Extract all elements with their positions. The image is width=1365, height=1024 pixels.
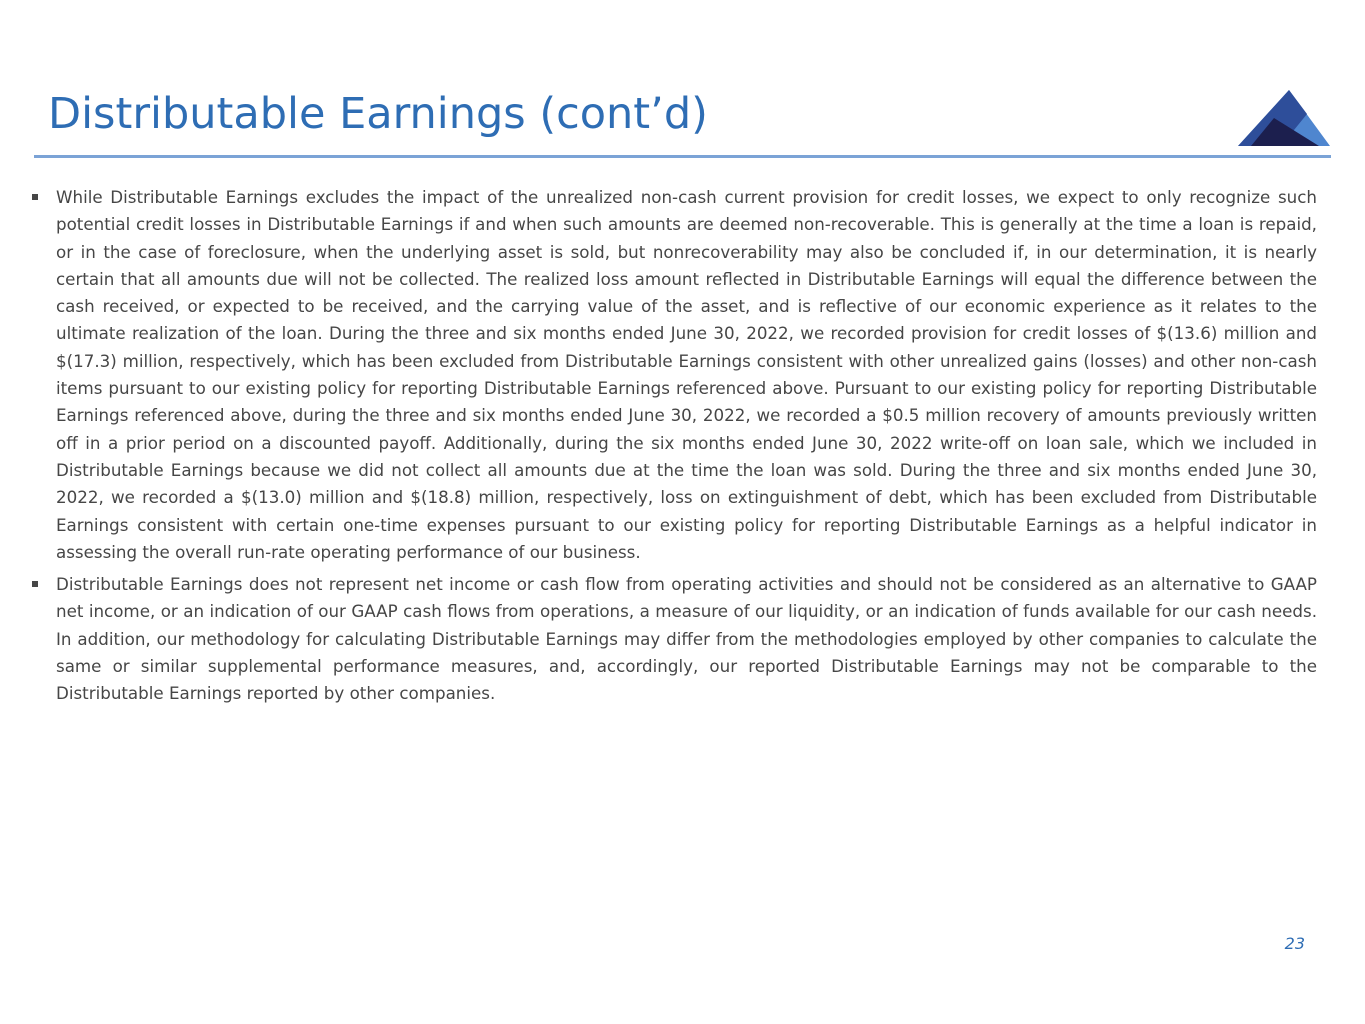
square-bullet-icon xyxy=(32,581,38,587)
page-number: 23 xyxy=(1284,934,1305,953)
title-divider xyxy=(34,155,1331,158)
bullet-item xyxy=(56,184,1317,566)
bullet-text: While Distributable Earnings excludes the impact of the unrealized non-cash current provision for credit losses, we expect to only recognize such potential credit losses in Distributable Earnings if and when such amounts are deemed non-recoverable. This is generally at the time a loan is repaid, or in the case of foreclosure, when the underlying asset is sold, but nonrecoverability may also be concluded if, in our determination, it is nearly certain that all amounts due will not be collected. The realized loss amount reflected in Distributable Earnings will equal the difference between the cash received, or expected to be received, and the carrying value of the asset, and is reflective of our economic experience as it relates to the ultimate realization of the loan. During the three and six months ended June 30, 2022, we recorded provision for credit losses of $(13.6) million and $(17.3) million, respectively, which has been excluded from Distributable Earnings consistent with other unrealized gains (losses) and other non-cash items pursuant to our existing policy for reporting Distributable Earnings referenced above. Pursuant to our existing policy for reporting Distributable Earnings referenced above, during the three and six months ended June 30, 2022, we recorded a $0.5 million recovery of amounts previously written off in a prior period on a discounted payoff. Additionally, during the six months ended June 30, 2022 write-off on loan sale, which we included in Distributable Earnings because we did not collect all amounts due at the time the loan was sold. During the three and six months ended June 30, 2022, we recorded a $(13.0) million and $(18.8) million, respectively, loss on extinguishment of debt, which has been excluded from Distributable Earnings consistent with certain one-time expenses pursuant to our existing policy for reporting Distributable Earnings as a helpful indicator in assessing the overall run-rate operating performance of our business. xyxy=(56,187,1317,562)
square-bullet-icon xyxy=(32,194,38,200)
page-title: Distributable Earnings (cont’d) xyxy=(48,89,708,139)
bullet-item xyxy=(56,571,1317,707)
bullet-list xyxy=(56,184,1317,713)
bullet-text: Distributable Earnings does not represent net income or cash flow from operating activities and should not be considered as an alternative to GAAP net income, or an indication of our GAAP cash flows from operations, a measure of our liquidity, or an indication of funds available for our cash needs. In addition, our methodology for calculating Distributable Earnings may differ from the methodologies employed by other companies to calculate the same or similar supplemental performance measures, and, accordingly, our reported Distributable Earnings may not be comparable to the Distributable Earnings reported by other companies. xyxy=(56,574,1317,704)
mountain-logo-icon xyxy=(1237,88,1331,148)
